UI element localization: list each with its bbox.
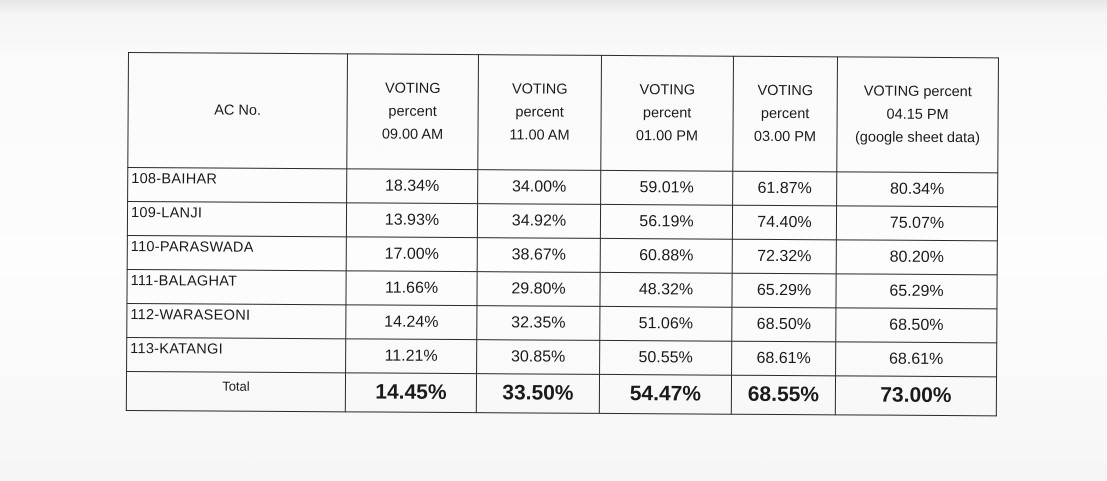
value-cell: 30.85% [477, 340, 600, 375]
header-0300 [733, 56, 838, 172]
header-row [128, 53, 999, 173]
value-cell: 14.24% [346, 305, 477, 340]
header-line: 09.00 AM [381, 126, 444, 143]
table-row [127, 235, 997, 274]
table-row [127, 202, 997, 241]
value-cell: 56.19% [600, 204, 732, 239]
header-line: 01.00 PM [635, 127, 699, 144]
value-cell: 68.61% [732, 341, 836, 376]
total-value-cell: 68.55% [731, 375, 835, 415]
header-0415 [837, 57, 999, 173]
table-row [127, 337, 997, 376]
header-line: 03.00 PM [753, 128, 817, 145]
header-line: percent [760, 105, 810, 122]
ac-name-cell: 110-PARASWADA [127, 235, 346, 270]
voting-table-sheet [126, 52, 998, 408]
header-line: AC No. [214, 102, 262, 119]
table-row [127, 269, 997, 308]
value-cell: 61.87% [733, 171, 837, 206]
ac-name-cell: 112-WARASEONI [127, 303, 346, 338]
header-line: 04.15 PM [886, 106, 949, 123]
value-cell: 65.29% [732, 273, 836, 308]
value-cell: 68.50% [732, 307, 836, 342]
value-cell: 29.80% [477, 272, 600, 307]
ac-name-cell: 108-BAIHAR [128, 168, 347, 203]
value-cell: 48.32% [600, 272, 732, 307]
paper-shadow [0, 0, 1107, 14]
header-line: (google sheet data) [854, 128, 981, 146]
value-cell: 34.92% [477, 204, 600, 239]
header-line: percent [642, 104, 692, 121]
header-0900 [347, 54, 479, 170]
value-cell: 32.35% [477, 306, 600, 341]
header-line: VOTING [757, 82, 814, 99]
value-cell: 11.21% [346, 339, 477, 374]
value-cell: 80.20% [836, 240, 997, 275]
ac-name-cell: 109-LANJI [127, 202, 346, 237]
header-line: percent [388, 103, 437, 120]
header-line: VOTING percent [863, 82, 972, 100]
value-cell: 80.34% [837, 172, 998, 207]
value-cell: 75.07% [836, 206, 997, 241]
value-cell: 50.55% [600, 340, 732, 375]
value-cell: 68.61% [836, 342, 997, 377]
total-label: Total [126, 371, 345, 411]
value-cell: 68.50% [836, 308, 997, 343]
ac-name-cell: 111-BALAGHAT [127, 269, 346, 304]
total-row [126, 371, 996, 415]
table-row [128, 168, 998, 207]
total-value-cell: 33.50% [476, 374, 599, 414]
total-value-cell: 54.47% [599, 374, 731, 414]
value-cell: 34.00% [478, 170, 601, 205]
total-value-cell: 73.00% [835, 376, 996, 416]
value-cell: 38.67% [477, 238, 600, 273]
value-cell: 51.06% [600, 306, 732, 341]
value-cell: 13.93% [346, 203, 477, 238]
value-cell: 17.00% [346, 237, 477, 272]
value-cell: 59.01% [601, 170, 733, 205]
header-0100 [601, 55, 734, 171]
header-line: VOTING [639, 81, 696, 98]
value-cell: 72.32% [732, 239, 836, 274]
value-cell: 60.88% [600, 238, 732, 273]
value-cell: 65.29% [836, 274, 997, 309]
header-line: 11.00 AM [509, 126, 570, 144]
header-line: percent [515, 103, 564, 121]
header-ac-no [128, 53, 348, 169]
header-1100 [478, 55, 602, 171]
header-line: VOTING [384, 80, 441, 97]
value-cell: 11.66% [346, 271, 477, 306]
value-cell: 74.40% [732, 205, 836, 240]
total-value-cell: 14.45% [345, 373, 476, 413]
table-row [127, 303, 997, 342]
header-line: VOTING [511, 80, 568, 98]
voting-percent-table [126, 52, 999, 416]
ac-name-cell: 113-KATANGI [127, 337, 346, 372]
value-cell: 18.34% [347, 169, 478, 204]
